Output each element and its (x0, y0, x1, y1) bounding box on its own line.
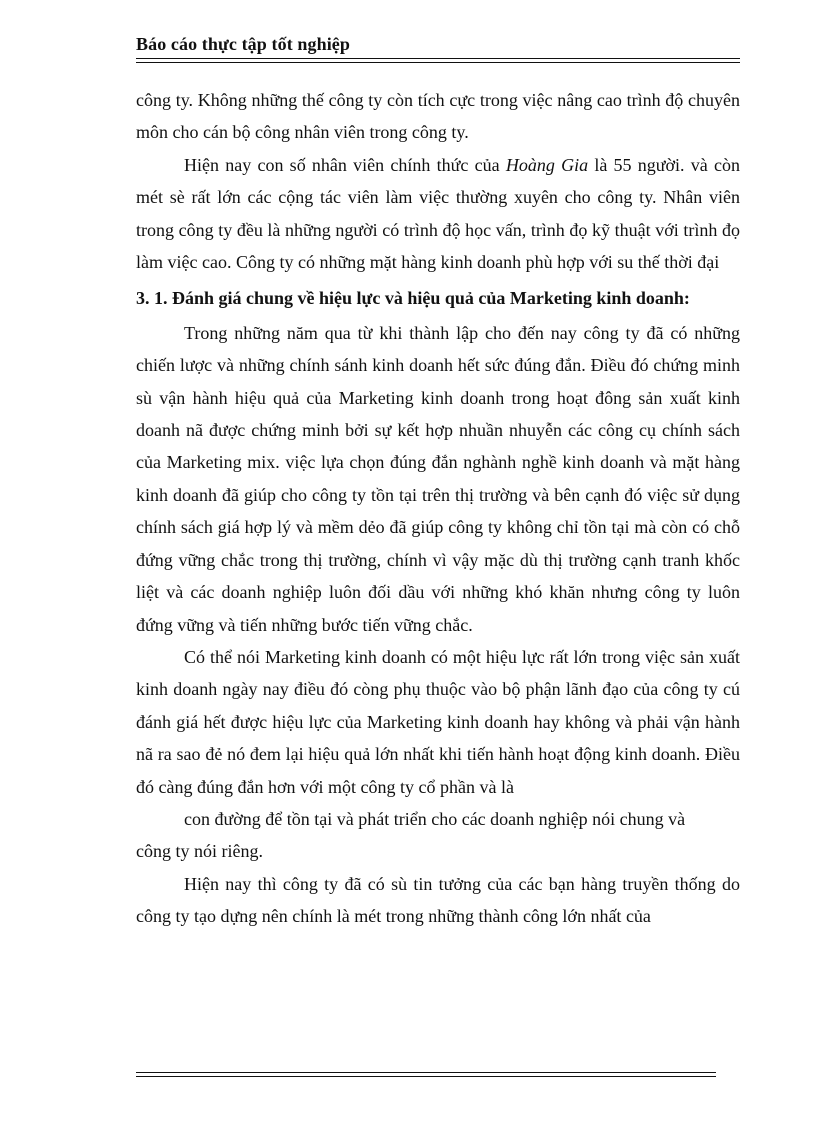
section-heading: 3. 1. Đánh giá chung về hiệu lực và hiệu quả của Marketing kinh doanh: (136, 288, 690, 309)
paragraph-evaluation: Trong những năm qua từ khi thành lập cho đến nay công ty đã có những chiến lược và những chính sánh kinh doanh hết sức đúng đắn. Điều đó chứng minh sù vận hành hiệu quả của Marketing kinh doanh trong hoạt đông sản xuất kinh doanh nã được chứng minh bởi sự kết hợp nhuần nhuyễn các công cụ chính sách của Marketing mix. việc lựa chọn đúng đắn nghành nghề kinh doanh và mặt hàng kinh doanh đã giúp cho công ty tồn tại trên thị trường và bên cạnh đó việc sử dụng chính sách giá hợp lý và mềm dẻo đã giúp công ty không chỉ tồn tại mà còn có chỗ đứng vững chắc trong thị trường, chính vì vậy mặc dù thị trường cạnh tranh khốc liệt và các doanh nghiệp luôn đối dầu với những khó khăn nhưng công ty luôn đứng vững và tiến những bước tiến vững chắc. (136, 322, 740, 635)
document-body (136, 84, 740, 933)
company-name-italic: Hoàng Gia (505, 154, 589, 175)
paragraph-staff (136, 149, 740, 279)
paragraph-continuation: công ty. Không những thế công ty còn tích cực trong việc nâng cao trình độ chuyên môn cho cán bộ công nhân viên trong công ty. (136, 90, 740, 143)
header-double-rule (136, 58, 740, 63)
paragraph-marketing: Có thể nói Marketing kinh doanh có một hiệu lực rất lớn trong việc sản xuất kinh doanh ngày nay điều đó còng phụ thuộc vào bộ phận lãnh đạo của công ty cú đánh giá hết được hiệu lực của Marketing kinh doanh hay không và phải vận hành nã ra sao đẻ nó đem lại hiệu quả lớn nhất khi tiến hành hoạt động kinh doanh. Điều đó càng đúng đắn hơn với một công ty cổ phần và là (136, 646, 740, 797)
paragraph-marketing-cont-rest: công ty nói riêng. (136, 841, 263, 862)
footer-double-rule (136, 1072, 716, 1077)
paragraph-trust: Hiện nay thì công ty đã có sù tin tưởng của các bạn hàng truyền thống do công ty tạo dựng nên chính là mét trong những thành công lớn nhất của (136, 873, 740, 927)
page-header-title: Báo cáo thực tập tốt nghiệp (136, 34, 351, 54)
paragraph-staff-text-b: là 55 người. và còn mét sè rất lớn các cộng tác viên làm việc thường xuyên cho công ty. Nhân viên trong công ty đều là những người có trình độ học vấn, trình đọ kỹ thuật với trình đọ làm việc cao. Công ty có những mặt hàng kinh doanh phù hợp với su thế thời đại (136, 154, 741, 273)
paragraph-staff-text-a: Hiện nay con số nhân viên chính thức của (184, 154, 506, 175)
paragraph-marketing-cont-line: con đường để tồn tại và phát triển cho các doanh nghiệp nói chung và (184, 808, 686, 829)
